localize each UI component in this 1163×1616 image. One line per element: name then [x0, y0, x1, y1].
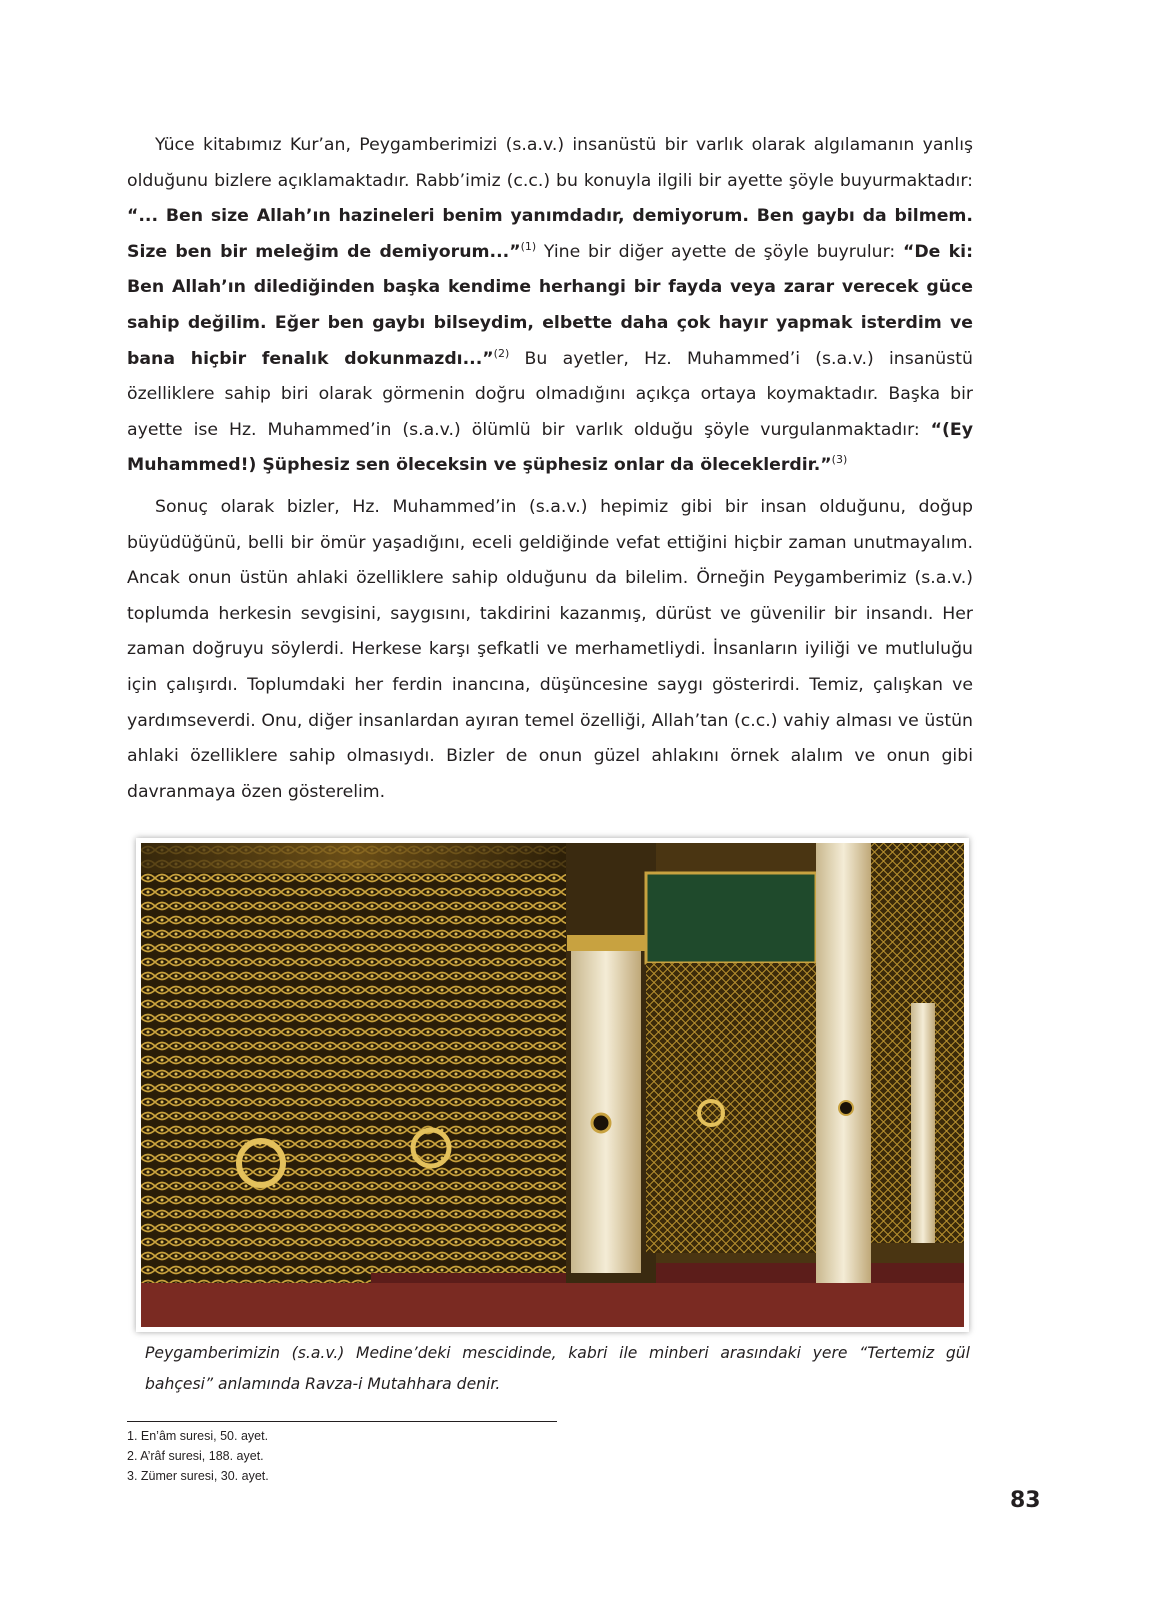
- footnote-3: 3. Zümer suresi, 30. ayet.: [127, 1469, 269, 1483]
- footnote-divider: [127, 1421, 557, 1422]
- page-number: 83: [1010, 1488, 1041, 1513]
- verse-quote-2: “De ki: Ben Allah’ın dilediğinden başka kendime herhangi bir fayda veya zarar verecek güce sahip değilim. Eğer ben gaybı bilseydim, elbette daha çok hayır yapmak isterdim ve bana hiçbir fenalık dokunmazdı...”: [127, 241, 973, 369]
- text-run: Yine bir diğer ayette de şöyle buyrulur:: [536, 241, 903, 262]
- verse-quote-1: “... Ben size Allah’ın hazineleri benim yanımdadır, demiyorum. Ben gaybı da bilmem. Size ben bir meleğim de demiyorum...”: [127, 206, 973, 262]
- footnote-2: 2. A’râf suresi, 188. ayet.: [127, 1449, 264, 1463]
- photo-caption: Peygamberimizin (s.a.v.) Medine’deki mescidinde, kabri ile minberi arasındaki yere “Tertemiz gül bahçesi” anlamında Ravza-i Mutahhara denir.: [145, 1344, 970, 1393]
- footnotes: [127, 1426, 269, 1486]
- paragraph-2: Sonuç olarak bizler, Hz. Muhammed’in (s.a.v.) hepimiz gibi bir insan olduğunu, doğup büyüdüğünü, belli bir ömür yaşadığını, eceli geldiğinde vefat ettiğini hiçbir zaman unutmayalım. Ancak onun üstün ahlaki özelliklere sahip olduğunu da bilelim. Örneğin Peygamberimiz (s.a.v.) toplumda herkesin sevgisini, saygısını, takdirini kazanmış, dürüst ve güvenilir bir insandı. Her zaman doğruyu söylerdi. Herkese karşı şefkatli ve merhametliydi. İnsanların iyiliği ve mutluluğu için çalışırdı. Toplumdaki her ferdin inancına, düşüncesine saygı gösterirdi. Temiz, çalışkan ve yardımseverdi. Onu, diğer insanlardan ayıran temel özelliği, Allah’tan (c.c.) vahiy alması ve üstün ahlaki özelliklere sahip olmasıydı. Bizler de onun güzel ahlakını örnek alalım ve onun gibi davranmaya özen gösterelim.: [127, 496, 973, 802]
- paragraph-1: [127, 128, 973, 484]
- ravza-photo: [141, 843, 964, 1327]
- footnote-1: 1. En’âm suresi, 50. ayet.: [127, 1429, 269, 1443]
- footnote-ref-2: (2): [493, 346, 510, 360]
- text-run: Bu ayetler, Hz. Muhammed’i (s.a.v.) insanüstü özelliklere sahip biri olarak görmenin doğru olmadığını açıkça ortaya koymaktadır. Başka bir ayette ise Hz. Muhammed’in (s.a.v.) ölümlü bir varlık olduğu şöyle vurgulanmaktadır:: [127, 348, 973, 440]
- footnote-ref-1: (1): [520, 239, 537, 253]
- photo-frame: [136, 838, 969, 1332]
- footnote-ref-3: (3): [831, 453, 848, 467]
- body-text: [127, 128, 973, 816]
- text-run: Yüce kitabımız Kur’an, Peygamberimizi (s.a.v.) insanüstü bir varlık olarak algılamanın yanlış olduğunu bizlere açıklamaktadır. Rabb’imiz (c.c.) bu konuyla ilgili bir ayette şöyle buyurmaktadır:: [127, 135, 973, 191]
- verse-quote-3: “(Ey Muhammed!) Şüphesiz sen öleceksin ve şüphesiz onlar da öleceklerdir.”: [127, 419, 973, 476]
